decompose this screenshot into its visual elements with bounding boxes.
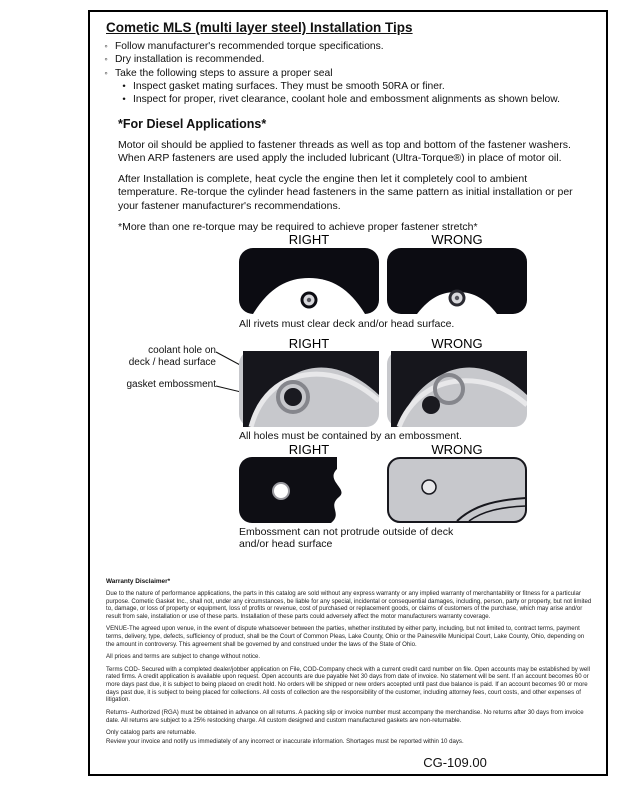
wrong-label-embossment: WRONG (431, 442, 483, 457)
callout-gasket-embossment: gasket embossment (126, 379, 216, 390)
embossment-inside-illustration (239, 457, 379, 523)
hole-not-contained-illustration (387, 351, 527, 427)
tip-text: Dry installation is recommended. (115, 54, 265, 66)
wrong-label-rivets: WRONG (431, 232, 483, 247)
disclaimer-paragraph: VENUE-The agreed upon venue, in the event of dispute whatsoever between the parties, whether instituted by either party, including, but not limited to, contract terms, payment terms, delivery, type, defects, sufficiency of product, shall be the Court of Common Pleas, Lake County, Ohio or the Painesville Municipal Court, Lake County, Ohio, depending on the amount in controversy. This agreement shall be governed by and construed under the laws of the State of Ohio. (106, 625, 585, 648)
diagram-rivets-right (239, 248, 379, 314)
diagram-rivets-wrong (387, 248, 527, 314)
wrong-label-holes: WRONG (431, 336, 483, 351)
disclaimer-paragraph: Due to the nature of performance applications, the parts in this catalog are sold without any express warranty or any implied warranty of merchantability or fitness for a particular purpose. Cometic Gasket Inc., shall not, under any circumstances, be liable for any special, incidental or consequential damages, including, person, party or property, but not limited to, damage, or loss of property or equipment, loss of profits or revenue, cost of purchased or replacement goods, or claims of customers of the purchase, which may arise and/or result from sale, installation or use of these parts. Installation of these parts could adversely affect the motor manufacturers warranty coverage. (106, 590, 592, 620)
hole-contained-illustration (239, 351, 379, 427)
filled-bullet-icon: • (122, 81, 126, 93)
tip-item (102, 54, 588, 66)
right-label-rivets: RIGHT (288, 232, 330, 247)
page-number: CG-109.00 (423, 755, 487, 770)
disclaimer-paragraph: Only catalog parts are returnable. (106, 729, 197, 737)
diagram-holes-right (239, 351, 379, 427)
callout-coolant-hole (104, 345, 216, 368)
diagram-embossment-wrong (387, 457, 527, 523)
page-title: Cometic MLS (multi layer steel) Installation Tips (106, 20, 413, 35)
diagram-embossment-right (239, 457, 379, 523)
filled-bullet-icon: • (122, 94, 126, 106)
right-label-holes: RIGHT (288, 336, 330, 351)
document-frame (88, 10, 608, 776)
caption-embossment-line2: and/or head surface (239, 538, 333, 550)
open-bullet-icon: ◦ (104, 41, 108, 52)
diagram-holes-wrong (387, 351, 527, 427)
embossment-protruding-illustration (387, 457, 527, 523)
disclaimer-paragraph: All prices and terms are subject to change without notice. (106, 653, 261, 661)
tips-list (106, 41, 588, 107)
caption-holes: All holes must be contained by an embossment. (239, 430, 462, 442)
sub-tip-text: Inspect for proper, rivet clearance, coolant hole and embossment alignments as shown below. (133, 94, 560, 106)
caption-embossment (239, 526, 453, 550)
diesel-note: *More than one re-torque may be required to achieve proper fastener stretch* (118, 220, 478, 233)
diesel-section (118, 117, 588, 234)
disclaimer-paragraph: Returns- Authorized (RGA) must be obtained in advance on all returns. A packing slip or invoice number must accompany the merchandise. No returns after 30 days from invoice date. All returns are subject to a 25% restocking charge. All custom designed and custom manufactured gaskets are non-returnable. (106, 708, 584, 724)
diesel-paragraph: Motor oil should be applied to fastener threads as well as top and bottom of the fastener washers. When ARP fasteners are used apply the included lubricant (Ultra-Torque®) in place of motor oil. (118, 138, 571, 164)
open-bullet-icon: ◦ (104, 54, 108, 66)
caption-rivets: All rivets must clear deck and/or head surface. (239, 318, 455, 330)
diesel-heading: *For Diesel Applications* (118, 116, 267, 131)
tip-item (102, 68, 588, 80)
sub-tip-item (120, 81, 588, 93)
sub-tip-item (120, 94, 588, 106)
warranty-disclaimer (106, 578, 592, 746)
diagram-section (90, 232, 610, 568)
right-label-embossment: RIGHT (288, 442, 330, 457)
intro-section (90, 12, 606, 234)
sub-tip-text: Inspect gasket mating surfaces. They must be smooth 50RA or finer. (133, 81, 445, 93)
disclaimer-paragraph: Review your invoice and notify us immediately of any incorrect or inaccurate information. Shortages must be reported within 10 days. (106, 737, 464, 745)
callout-coolant-hole-line1: coolant hole on (148, 345, 216, 356)
rivet-touching-illustration (387, 248, 527, 314)
rivet-clear-illustration (239, 248, 379, 314)
tip-text: Follow manufacturer's recommended torque specifications. (115, 41, 384, 52)
tip-item (102, 41, 588, 53)
caption-embossment-line1: Embossment can not protrude outside of deck (239, 526, 454, 538)
tip-text: Take the following steps to assure a proper seal (115, 67, 333, 79)
open-bullet-icon: ◦ (104, 67, 108, 79)
disclaimer-paragraph: Terms COD- Secured with a completed dealer/jobber application on File, COD-Company check with a current credit card number on file. Open accounts may be established by well rated firms. A credit application is available upon request. Open accounts are due payable Net 30 days from date of invoice. No statement will be sent. If an account becomes 60 or more days past due, it is subject to being placed on credit hold. No orders will be shipped or new orders accepted until past due balance is paid. If an account becomes 90 or more days past due, it is subject to being placed for collections. All costs of collection are the responsibility of the customer, including attorney fees, court costs, and other expenses of litigation. (106, 665, 591, 704)
diesel-paragraph: After Installation is complete, heat cycle the engine then let it completely cool to ambient temperature. Re-torque the cylinder head fasteners in the same pattern as initial installation or per your fastener manufacturer's recommendations. (118, 173, 573, 212)
disclaimer-heading: Warranty Disclaimer* (106, 578, 171, 585)
callout-coolant-hole-line2: deck / head surface (128, 356, 216, 368)
